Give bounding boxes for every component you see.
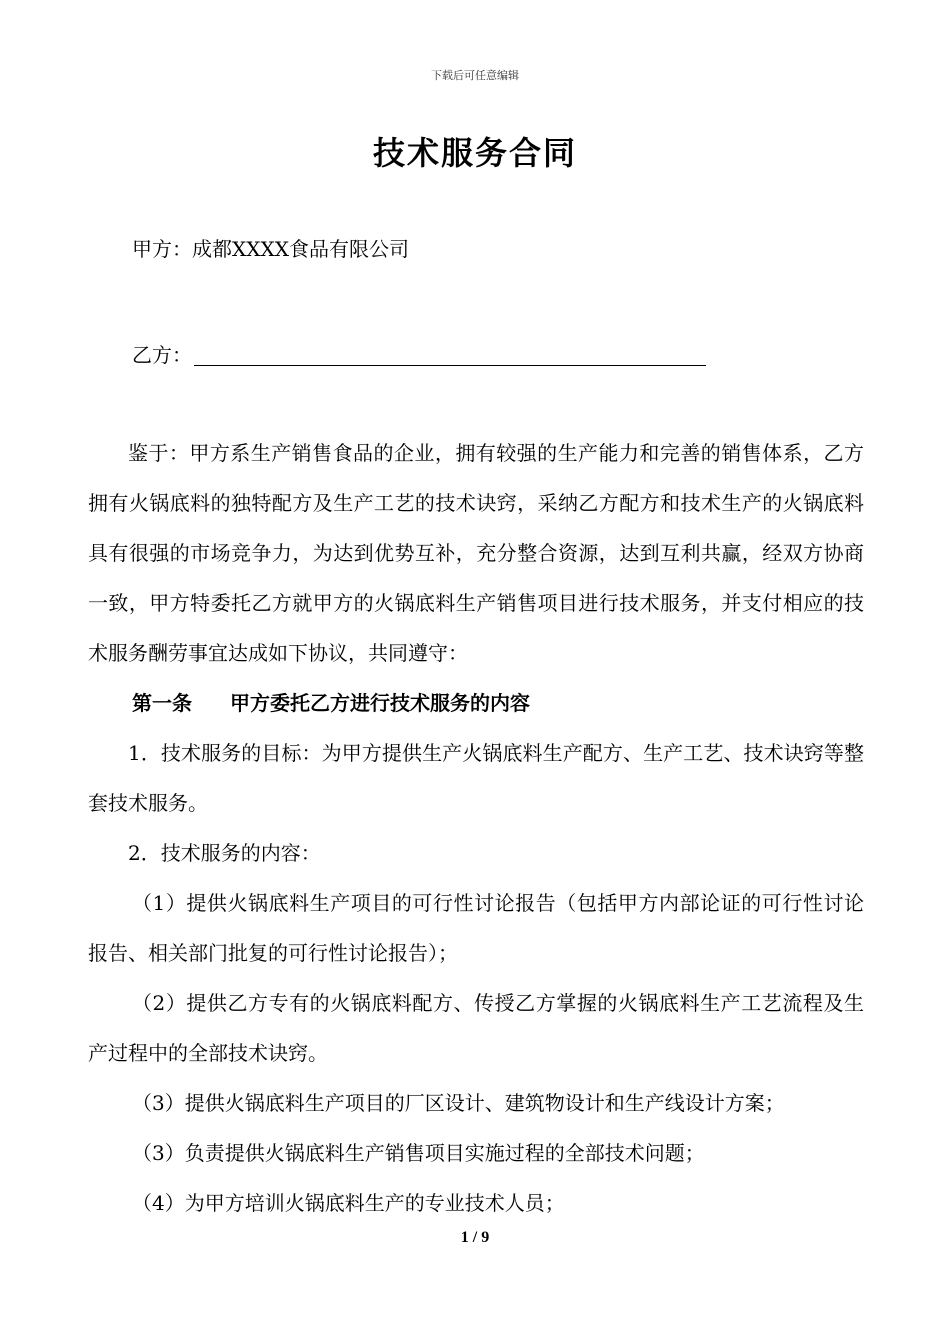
party-b	[132, 339, 706, 368]
clause-1: 1．技术服务的目标：为甲方提供生产火锅底料生产配方、生产工艺、技术诀窍等整套技术服务。	[88, 741, 864, 815]
document-body	[88, 428, 864, 1228]
sub-item: （3）提供火锅底料生产项目的厂区设计、建筑物设计和生产线设计方案；	[132, 1091, 785, 1115]
party-a: 甲方：成都XXXX食品有限公司	[132, 237, 409, 261]
sub-item: （1）提供火锅底料生产项目的可行性讨论报告（包括甲方内部论证的可行性讨论报告、相关部门批复的可行性讨论报告）；	[88, 891, 864, 965]
article-1-number: 第一条	[132, 691, 192, 715]
party-b-blank-line	[194, 345, 706, 366]
sub-item: （4）为甲方培训火锅底料生产的专业技术人员；	[132, 1191, 565, 1215]
header-note: 下载后可任意编辑	[431, 69, 519, 82]
article-1-heading	[88, 678, 864, 728]
sub-item: （3）负责提供火锅底料生产销售项目实施过程的全部技术问题；	[132, 1141, 705, 1165]
clause-2: 2．技术服务的内容：	[128, 841, 321, 865]
party-b-label: 乙方：	[132, 343, 192, 367]
preamble-paragraph: 鉴于：甲方系生产销售食品的企业，拥有较强的生产能力和完善的销售体系，乙方拥有火锅底料的独特配方及生产工艺的技术诀窍，采纳乙方配方和技术生产的火锅底料具有很强的市场竞争力，为达到优势互补，充分整合资源，达到互利共赢，经双方协商一致，甲方特委托乙方就甲方的火锅底料生产销售项目进行技术服务，并支付相应的技术服务酬劳事宜达成如下协议，共同遵守：	[88, 441, 864, 665]
article-1-title: 甲方委托乙方进行技术服务的内容	[230, 691, 530, 715]
document-title: 技术服务合同	[372, 134, 577, 172]
sub-item: （2）提供乙方专有的火锅底料配方、传授乙方掌握的火锅底料生产工艺流程及生产过程中的全部技术诀窍。	[88, 991, 864, 1065]
page-number: 1 / 9	[460, 1229, 490, 1246]
